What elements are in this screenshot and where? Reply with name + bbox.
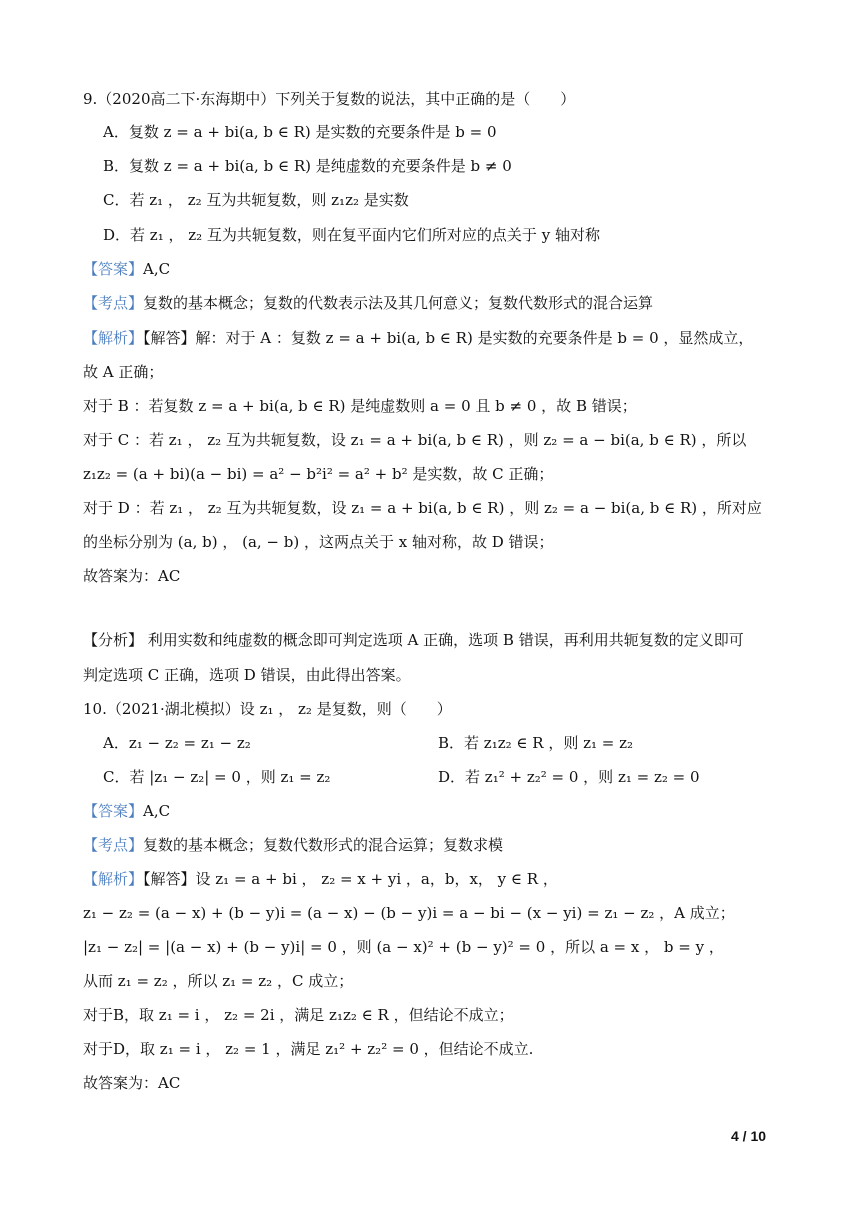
q9-answer-row bbox=[83, 258, 170, 280]
q10-option-c: C．若 |z₁ − z₂| = 0 ，则 z₁ = z₂ bbox=[103, 768, 331, 786]
analysis-line: 故 A 正确； bbox=[83, 363, 164, 381]
q10-option-a: A．z₁ − z₂ = z₁ − z₂ bbox=[103, 734, 251, 752]
point-tag: 【考点】 bbox=[83, 294, 144, 312]
answer-text: A,C bbox=[143, 802, 171, 820]
q9-point-row bbox=[83, 292, 653, 314]
q10-analysis-row bbox=[83, 868, 558, 890]
q10-option-b: B．若 z₁z₂ ∈ R ，则 z₁ = z₂ bbox=[438, 734, 634, 752]
point-tag: 【考点】 bbox=[83, 836, 144, 854]
analysis-line: 从而 z₁ = z₂ ，所以 z₁ = z₂ ，C 成立； bbox=[83, 972, 354, 990]
q9-option-c: C．若 z₁ ， z₂ 互为共轭复数，则 z₁z₂ 是实数 bbox=[103, 191, 409, 209]
q9-option-a: A．复数 z = a + bi(a, b ∈ R) 是实数的充要条件是 b = 0 bbox=[103, 123, 497, 141]
q10-answer-row bbox=[83, 800, 170, 822]
point-text: 复数的基本概念；复数代数形式的混合运算；复数求模 bbox=[143, 836, 504, 854]
q9-option-d: D．若 z₁ ， z₂ 互为共轭复数，则在复平面内它们所对应的点关于 y 轴对称 bbox=[103, 226, 600, 244]
q10-option-d: D．若 z₁² + z₂² = 0 ，则 z₁ = z₂ = 0 bbox=[438, 768, 700, 786]
analysis-line: 对于 B ：若复数 z = a + bi(a, b ∈ R) 是纯虚数则 a = 0 且 b ≠ 0 ，故 B 错误； bbox=[83, 397, 637, 415]
answer-tag: 【答案】 bbox=[83, 802, 144, 820]
analysis-line: z₁z₂ = (a + bi)(a − bi) = a² − b²i² = a² + b² 是实数，故 C 正确； bbox=[83, 465, 554, 483]
analysis-line: 对于D，取 z₁ = i ， z₂ = 1 ，满足 z₁² + z₂² = 0 ，但结论不成立. bbox=[83, 1040, 534, 1058]
point-text: 复数的基本概念；复数的代数表示法及其几何意义；复数代数形式的混合运算 bbox=[143, 294, 654, 312]
fenxi-line: 【分析】 利用实数和纯虚数的概念即可判定选项 A 正确，选项 B 错误，再利用共轭复数的定义即可 bbox=[83, 631, 744, 649]
q9-stem: 9.（2020高二下·东海期中）下列关于复数的说法，其中正确的是（ ） bbox=[83, 90, 576, 108]
analysis-tag: 【解析】 bbox=[83, 870, 144, 888]
analysis-line: z₁ − z₂ = (a − x) + (b − y)i = (a − x) − (b − y)i = a − bi − (x − yi) = z₁ − z₂ ，A 成立； bbox=[83, 904, 735, 922]
page-number: 4 / 10 bbox=[731, 1128, 767, 1144]
analysis-line: 故答案为：AC bbox=[83, 1074, 181, 1092]
analysis-line: |z₁ − z₂| = |(a − x) + (b − y)i| = 0 ，则 (a − x)² + (b − y)² = 0 ，所以 a = x ， b = y ， bbox=[83, 938, 724, 956]
analysis-line: 对于 C ：若 z₁ ， z₂ 互为共轭复数，设 z₁ = a + bi(a, b ∈ R) ，则 z₂ = a − bi(a, b ∈ R) ，所以 bbox=[83, 431, 747, 449]
answer-text: A,C bbox=[143, 260, 171, 278]
q9-option-b: B．复数 z = a + bi(a, b ∈ R) 是纯虚数的充要条件是 b ≠ 0 bbox=[103, 157, 512, 175]
analysis-tag: 【解析】 bbox=[83, 329, 144, 347]
answer-tag: 【答案】 bbox=[83, 260, 144, 278]
analysis-line: 的坐标分别为 (a, b) ， (a, − b) ，这两点关于 x 轴对称，故 D 错误； bbox=[83, 533, 554, 551]
analysis-line: 【解答】设 z₁ = a + bi ， z₂ = x + yi ，a，b，x， y ∈ R ， bbox=[143, 870, 558, 888]
fenxi-line: 判定选项 C 正确，选项 D 错误，由此得出答案。 bbox=[83, 666, 411, 684]
q10-stem: 10.（2021·湖北模拟）设 z₁ ， z₂ 是复数，则（ ） bbox=[83, 700, 452, 718]
q10-point-row bbox=[83, 834, 503, 856]
analysis-line: 故答案为：AC bbox=[83, 567, 181, 585]
analysis-line: 对于B，取 z₁ = i ， z₂ = 2i ，满足 z₁z₂ ∈ R ，但结论不成立； bbox=[83, 1006, 514, 1024]
q9-analysis-row bbox=[83, 327, 753, 349]
analysis-line: 对于 D ：若 z₁ ， z₂ 互为共轭复数，设 z₁ = a + bi(a, b ∈ R) ，则 z₂ = a − bi(a, b ∈ R) ，所对应 bbox=[83, 499, 762, 517]
analysis-line: 【解答】解：对于 A ：复数 z = a + bi(a, b ∈ R) 是实数的充要条件是 b = 0 ，显然成立， bbox=[143, 329, 754, 347]
